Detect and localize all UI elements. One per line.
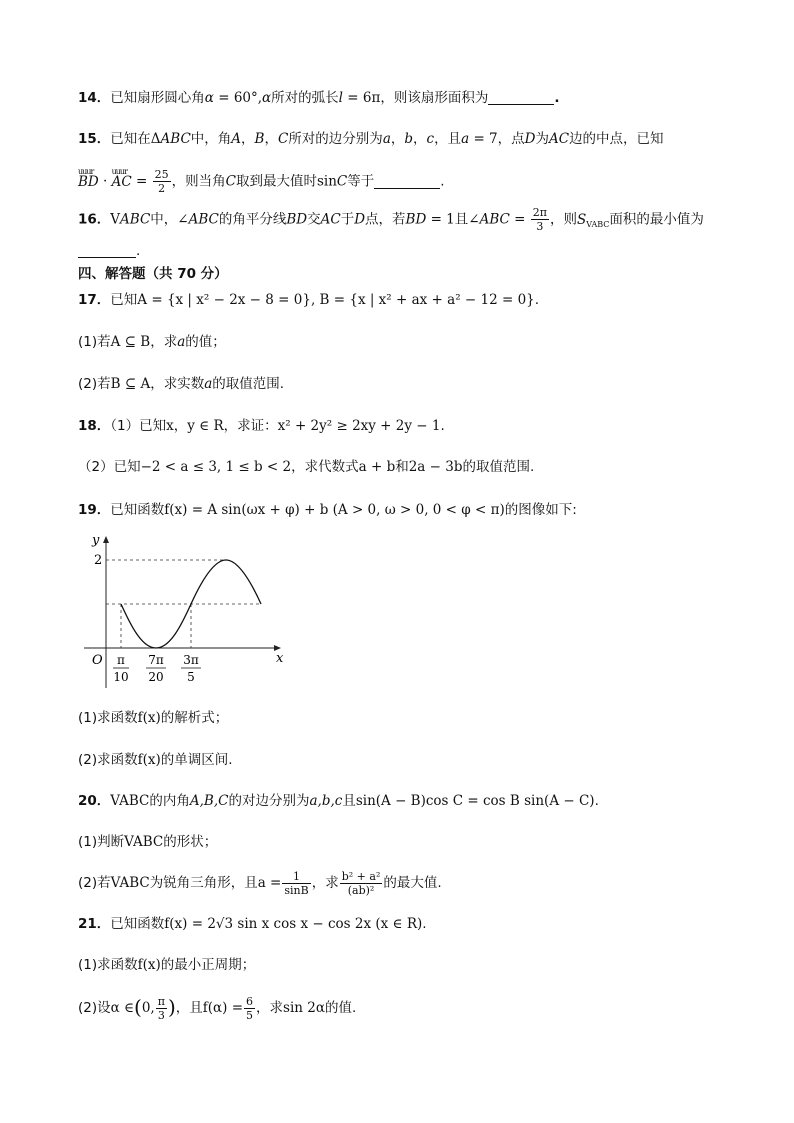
- q20-sub-1: [78, 832, 217, 852]
- vector-arrow-icon: uuur: [111, 166, 127, 176]
- q15-vector-ac-label: AC: [111, 173, 132, 190]
- q21-interval-frac: [156, 995, 167, 1022]
- q20-sub-1-triangle: VABC: [124, 834, 164, 850]
- q19-sub-2-label: (2)求函数: [78, 752, 138, 768]
- q16-text-3: 交: [307, 211, 321, 228]
- q21-frac-num: 6: [246, 994, 254, 1008]
- q15-vector-bd: [78, 166, 99, 195]
- q20-sub-2-text: 为锐角三角形，且: [149, 875, 258, 891]
- q17-text-1: 已知: [110, 292, 138, 308]
- q18-sub-1-formula: x² + 2y² ≥ 2xy + 2y − 1: [277, 418, 441, 434]
- q17-end: .: [534, 292, 540, 308]
- q15-text-10: 等于: [347, 173, 375, 190]
- q17-sub-1-formula: A ⊆ B: [110, 334, 151, 350]
- q21-sub-1-label: (1)求函数: [78, 957, 138, 973]
- q21-sub-1-end: 的最小正周期；: [160, 957, 256, 973]
- q21-interval-den: 3: [157, 1008, 165, 1022]
- y-axis-arrow-icon: [103, 536, 109, 543]
- origin-label: O: [92, 653, 103, 668]
- q15-number: 15．: [78, 131, 111, 147]
- q17-sub-1-end: 的值；: [185, 334, 226, 350]
- q15-end: .: [440, 173, 445, 190]
- q17-sub-2-end: 的取值范围.: [212, 376, 285, 392]
- q17-line: [78, 290, 539, 310]
- q15-a: a: [382, 131, 391, 147]
- x-tick-2-den: 20: [148, 670, 164, 684]
- q21-end: .: [422, 916, 427, 932]
- q15-text-9: 取到最大值时: [235, 173, 317, 190]
- q15-text-2: 中，角: [190, 131, 232, 147]
- q17-sets: A = {x | x² − 2x − 8 = 0}, B = {x | x² + ax + a² − 12 = 0}: [137, 292, 535, 308]
- q19-sub-2-end: 的单调区间.: [160, 752, 233, 768]
- q16-fraction: [531, 206, 549, 233]
- q20-end: .: [594, 793, 599, 809]
- q21-number: 21．: [78, 916, 111, 932]
- q17-sub-1-text: ，求: [150, 334, 178, 350]
- q20-text-6: 且: [342, 793, 356, 809]
- q19-formula: f(x) = A sin(ωx + φ) + b (A > 0, ω > 0, 0 < φ < π): [164, 502, 505, 518]
- q20-sub-1-label: (1)判断: [78, 834, 125, 850]
- q15-text-8: ，则当角: [171, 173, 226, 190]
- q20-line: [78, 791, 599, 811]
- y-axis-label: y: [92, 533, 100, 548]
- q20-sub-1-end: 的形状；: [163, 834, 218, 850]
- q20-fraction-2: [340, 870, 383, 897]
- q15-answer-blank[interactable]: [374, 174, 440, 189]
- q16-triangle: VABC: [110, 211, 151, 228]
- q17-sub-2-text: ，求实数: [150, 376, 205, 392]
- q16-ac: AC: [320, 211, 341, 228]
- q19-text-2: 的图像如下:: [504, 502, 577, 518]
- x-tick-1-den: 10: [113, 670, 129, 684]
- q16-end: .: [136, 243, 141, 259]
- x-tick-3-den: 5: [187, 670, 195, 684]
- q20-sub-2-triangle: VABC: [110, 875, 150, 891]
- q18-sub-2-end: 的取值范围.: [462, 459, 535, 475]
- q20-frac2-num: b² + a²: [341, 869, 381, 883]
- q15-text-7: 边的中点，已知: [569, 131, 664, 147]
- q21-interval-num: π: [157, 994, 165, 1008]
- q19-sub-1-fx: f(x): [137, 710, 161, 726]
- q15-eq: =: [131, 173, 152, 190]
- q19-sub-1-end: 的解析式；: [160, 710, 229, 726]
- q18-sub-2-text: ，求代数式: [291, 459, 359, 475]
- q18-sub-1-text: ，求证：: [223, 418, 278, 434]
- q17-sub-2-label: (2)若: [78, 376, 111, 392]
- q14-end: .: [554, 90, 560, 106]
- q15-a-eq: a = 7: [461, 131, 498, 147]
- q15-frac-den: 2: [158, 182, 166, 195]
- q19-sub-1: [78, 708, 228, 728]
- vector-arrow-icon: uuur: [78, 166, 94, 176]
- q15-d: D: [524, 131, 536, 147]
- q21-sub-1: [78, 955, 255, 975]
- q20-text-2: 的内角: [149, 793, 190, 809]
- q15-text-6: 为: [535, 131, 549, 147]
- q16-text-6: 且: [454, 211, 469, 228]
- x-tick-1-num: π: [117, 653, 125, 667]
- q21-sub-2-text: ，且: [175, 1000, 203, 1016]
- q21-text-1: 已知函数: [110, 916, 165, 932]
- q14-line: [78, 88, 560, 108]
- q14-number: 14．: [78, 90, 111, 106]
- q14-angle: = 60°,: [213, 90, 263, 106]
- q15-vector-ac: [111, 166, 132, 195]
- q15-bs: b: [404, 131, 414, 147]
- q21-sub-2-fa: f(α) =: [202, 1000, 244, 1016]
- q14-text-2: 所对的弧长: [271, 90, 339, 106]
- q19-sub-2-fx: f(x): [137, 752, 161, 768]
- q15-angles: A: [231, 131, 242, 147]
- q16-d: D: [354, 211, 366, 228]
- q16-line-2: [78, 241, 140, 261]
- q15-cs: c: [426, 131, 435, 147]
- q18-sub-2-and: 和: [395, 459, 409, 475]
- sine-graph: [76, 530, 296, 690]
- q20-frac2-den: (ab)²: [347, 883, 375, 897]
- q14-alpha-2: α: [262, 90, 272, 106]
- q20-angles: A,B,C: [189, 793, 229, 809]
- q14-l: l: [338, 90, 343, 106]
- q16-answer-blank[interactable]: [78, 243, 136, 258]
- q20-sides: a,b,c: [309, 793, 343, 809]
- q16-bd-eq: BD = 1: [405, 211, 455, 228]
- q20-text-4: 的对边分别为: [228, 793, 310, 809]
- q15-c: C: [277, 131, 289, 147]
- q19-text-1: 已知函数: [110, 502, 165, 518]
- q20-fraction-1: [282, 870, 310, 897]
- q17-sub-1-label: (1)若: [78, 334, 111, 350]
- q20-frac1-den: sinB: [284, 883, 309, 897]
- q21-sub-2-end: 的值.: [324, 1000, 357, 1016]
- q16-frac-num: 2π: [532, 206, 547, 219]
- q21-sub-2-ask: ，求: [256, 1000, 284, 1016]
- q20-sub-2-a-eq: a =: [257, 875, 282, 891]
- q21-sub-2-alpha: α ∈: [110, 1000, 135, 1016]
- q15-angle-c: C: [225, 173, 236, 190]
- q18-sub-2-expr-2: 2a − 3b: [408, 459, 463, 475]
- q15-dot: ·: [98, 173, 112, 190]
- q20-sub-2: [78, 868, 442, 898]
- q21-paren-close: ): [167, 995, 176, 1019]
- x-tick-3-num: 3π: [183, 653, 199, 667]
- q18-sub-1-cond: x，y ∈ R: [166, 418, 224, 434]
- q18-sub-2-label: （2）已知: [78, 459, 141, 475]
- q17-sub-2: (2)若B ⊆ A，求实数a的取值范围.: [78, 376, 285, 392]
- q20-frac1-num: 1: [282, 870, 310, 884]
- q15-frac-num: 25: [154, 168, 169, 181]
- q14-alpha: α: [204, 90, 214, 106]
- q21-frac-den: 5: [246, 1008, 254, 1022]
- q17-sub-1: (1)若A ⊆ B，求a的值；: [78, 334, 226, 350]
- q14-text-3: ，则该扇形面积为: [380, 90, 489, 106]
- q15-vector-bd-label: BD: [78, 173, 99, 190]
- q16-area-sub: VABC: [586, 219, 610, 229]
- q20-sub-2-end: 的最大值.: [383, 875, 442, 891]
- q16-text-1: 中，: [150, 211, 178, 228]
- q16-frac-den: 3: [536, 220, 544, 233]
- q15-triangle: ΔABC: [150, 131, 191, 147]
- q15-b: B: [254, 131, 265, 147]
- q16-number: 16．: [78, 211, 111, 228]
- q16-angle-abc: ∠ABC: [177, 211, 219, 228]
- q14-answer-blank[interactable]: [488, 90, 554, 105]
- q21-sub-2: [78, 992, 356, 1023]
- q19-number: 19．: [78, 502, 111, 518]
- q20-sub-2-ask: ，求: [311, 875, 339, 891]
- q16-text-8: 面积的最小值为: [609, 211, 704, 228]
- x-tick-2-num: 7π: [148, 653, 164, 667]
- q16-text-4: 于: [340, 211, 355, 228]
- q19-sub-1-label: (1)求函数: [78, 710, 138, 726]
- q18-sub-2: [78, 457, 534, 477]
- q15-line-2: [78, 168, 445, 195]
- q20-number: 20．: [78, 793, 111, 809]
- q20-triangle: VABC: [110, 793, 150, 809]
- q20-sub-2-label: (2)若: [78, 875, 111, 891]
- q18-sub-2-cond: −2 < a ≤ 3, 1 ≤ b < 2: [140, 459, 292, 475]
- q15-text-3: 所对的边分别为: [288, 131, 383, 147]
- section-title: 四、解答题（共 70 分）: [78, 266, 228, 282]
- q15-sinc: sinC: [316, 173, 348, 190]
- q15-line-1: 15．已知在ΔABC中，角A，B，C所对的边分别为a，b，c，且a = 7，点D为AC边的中点，已知: [78, 131, 664, 147]
- q21-formula: f(x) = 2√3 sin x cos x − cos 2x (x ∈ R): [164, 916, 423, 932]
- q18-number: 18．: [78, 418, 111, 434]
- x-axis-label: x: [276, 651, 284, 666]
- q18-sub-1-label: （1）已知: [110, 418, 167, 434]
- q21-sub-2-label: (2)设: [78, 1000, 111, 1016]
- q18-sub-1: 18．（1）已知x，y ∈ R，求证：x² + 2y² ≥ 2xy + 2y − 1.: [78, 418, 445, 434]
- q21-sub-1-fx: f(x): [137, 957, 161, 973]
- q16-angle-eq: ∠ABC =: [468, 211, 530, 228]
- q15-text-1: 已知在: [110, 131, 151, 147]
- q15-text-5: ，点: [497, 131, 525, 147]
- y-tick-2: 2: [94, 553, 103, 568]
- q14-text-1: 已知扇形圆心角: [110, 90, 205, 106]
- q20-equation: sin(A − B)cos C = cos B sin(A − C): [355, 793, 595, 809]
- q16-line-1: [78, 206, 704, 238]
- q21-paren-open: (: [134, 995, 142, 1019]
- q15-fraction: [153, 168, 171, 195]
- q19-line: [78, 500, 577, 520]
- q17-number: 17．: [78, 292, 111, 308]
- q17-sub-2-formula: B ⊆ A: [110, 376, 151, 392]
- q21-interval-zero: 0,: [141, 1000, 155, 1016]
- q16-bd: BD: [286, 211, 308, 228]
- q18-sub-2-expr-1: a + b: [358, 459, 396, 475]
- q21-line: [78, 914, 427, 934]
- q19-sub-2: [78, 750, 233, 770]
- q21-fraction: [244, 995, 255, 1022]
- q15-ac: AC: [548, 131, 570, 147]
- q16-text-7: ，则: [549, 211, 577, 228]
- q16-text-5: 点，若: [365, 211, 406, 228]
- q16-text-2: 的角平分线: [218, 211, 287, 228]
- q14-arc: = 6π: [343, 90, 381, 106]
- q15-text-4: ，且: [434, 131, 462, 147]
- q21-sub-2-sin: sin 2α: [283, 1000, 325, 1016]
- q16-area-symbol: $S_{VABC}$: [576, 211, 610, 229]
